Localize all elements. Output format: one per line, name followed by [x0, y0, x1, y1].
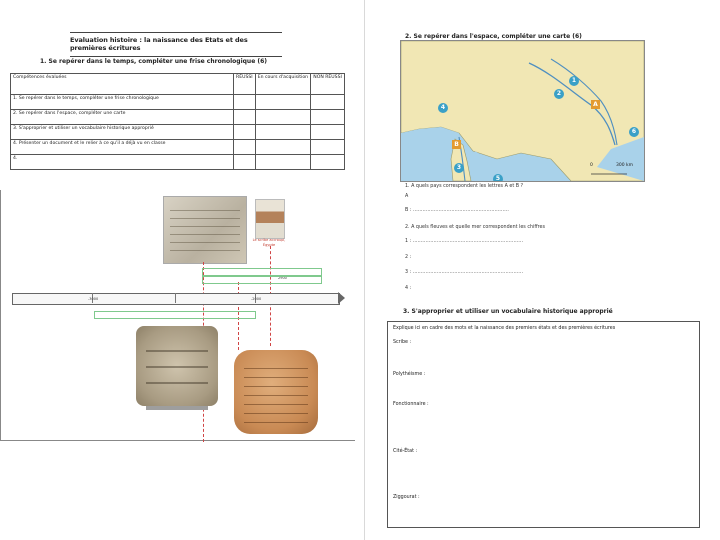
- timeline-axis: [12, 293, 340, 305]
- marker-label: 2: [554, 89, 564, 99]
- table-cell: 2. Se repérer dans l'espace, compléter une carte: [11, 110, 234, 125]
- section-1-heading: 1. Se repérer dans le temps, compléter une frise chronologique (6): [40, 58, 268, 65]
- map-marker-6: [629, 118, 639, 137]
- vocabulary-instruction: Explique ici en cadre des mots et la naissance des premiers états et des premières écritures: [393, 326, 616, 331]
- timeline-answer-bar: [94, 311, 256, 319]
- vocabulary-term: Ziggourat :: [393, 495, 420, 500]
- vocabulary-term: Cité-État :: [393, 449, 418, 454]
- table-cell: 4. Présenter un document et le relier à ce qu'il a déjà vu en classe: [11, 140, 234, 155]
- table-row: [11, 155, 345, 170]
- skills-table: [10, 73, 345, 170]
- question-line: 2 :: [405, 255, 412, 260]
- table-cell: 3. S'approprier et utiliser un vocabulaire historique approprié: [11, 125, 234, 140]
- page-divider: [364, 0, 365, 540]
- map-marker-5: [493, 165, 503, 182]
- scale-start-label: 0: [590, 163, 593, 168]
- table-cell: [311, 140, 345, 155]
- question-line: A: [405, 194, 409, 199]
- scribe-caption: Le scribe accroupi, Égypte: [252, 238, 286, 247]
- vocabulary-term: Scribe :: [393, 340, 412, 345]
- table-row: [11, 95, 345, 110]
- marker-label: 6: [629, 127, 639, 137]
- question-line: 4 :: [405, 286, 412, 291]
- table-cell: [234, 140, 256, 155]
- marker-label: 5: [493, 174, 503, 182]
- timeline-tick: [175, 293, 176, 303]
- table-cell: [255, 140, 311, 155]
- vocabulary-answer-box: [387, 321, 700, 528]
- table-cell: 4.: [11, 155, 234, 170]
- map-letter-a: A: [591, 100, 600, 109]
- table-cell: [311, 110, 345, 125]
- section-2-heading: 2. Se repérer dans l'espace, compléter une carte (6): [405, 33, 582, 40]
- table-cell: [234, 110, 256, 125]
- table-header-row: [11, 74, 345, 95]
- table-header: RÉUSSI: [234, 74, 256, 95]
- timeline-tick-label: -3000: [88, 297, 99, 301]
- question-line: 2. A quels fleuves et quelle mer correspondent les chiffres: [405, 225, 545, 230]
- table-cell: [255, 155, 311, 170]
- vocabulary-term: Polythéisme :: [393, 372, 426, 377]
- table-header: Compétences évaluées: [11, 74, 234, 95]
- map-letter-b: B: [452, 140, 461, 149]
- table-cell: [311, 125, 345, 140]
- timeline-answer-bar: [202, 276, 322, 284]
- question-line: 3 : ……………………………………………………………: [405, 270, 524, 275]
- document-title: Evaluation histoire : la naissance des Etats et des premières écritures: [70, 32, 282, 57]
- table-cell: [255, 125, 311, 140]
- question-line: 1 : ……………………………………………………………: [405, 239, 524, 244]
- table-cell: 1. Se repérer dans le temps, compléter une frise chronologique: [11, 95, 234, 110]
- table-row: [11, 140, 345, 155]
- table-cell: [234, 95, 256, 110]
- marker-label: 3: [454, 163, 464, 173]
- map-marker-3: [454, 154, 464, 173]
- table-cell: [311, 155, 345, 170]
- map-marker-1: [569, 67, 579, 86]
- engraved-tablet-image: [163, 196, 247, 264]
- section-3-heading: 3. S'approprier et utiliser un vocabulaire historique approprié: [403, 308, 613, 315]
- table-row: [11, 125, 345, 140]
- table-header: En cours d'acquisition: [255, 74, 311, 95]
- timeline-tick-label: -2000: [251, 297, 262, 301]
- marker-label: 1: [569, 76, 579, 86]
- table-row: [11, 110, 345, 125]
- scale-end-label: 300 km: [616, 163, 634, 168]
- vocabulary-term: Fonctionnaire :: [393, 402, 429, 407]
- seated-scribe-image: [255, 199, 285, 239]
- question-line: B : ……………………………………………………: [405, 208, 509, 213]
- map-marker-4: [438, 94, 448, 113]
- table-cell: [311, 95, 345, 110]
- table-cell: [255, 95, 311, 110]
- pictographic-tablet-image: [136, 326, 218, 406]
- timeline-arrow-icon: [338, 292, 345, 304]
- fertile-crescent-map: [400, 40, 645, 182]
- timeline-answer-bar: [202, 268, 322, 276]
- map-marker-2: [554, 80, 564, 99]
- marker-label: 4: [438, 103, 448, 113]
- cuneiform-tablet-image: [234, 350, 318, 434]
- table-cell: [234, 125, 256, 140]
- table-cell: [234, 155, 256, 170]
- table-header: NON RÉUSSI: [311, 74, 345, 95]
- question-line: 1. A quels pays correspondent les lettres A et B ?: [405, 184, 524, 189]
- timeline-bar-label: 2900: [278, 276, 287, 280]
- table-cell: [255, 110, 311, 125]
